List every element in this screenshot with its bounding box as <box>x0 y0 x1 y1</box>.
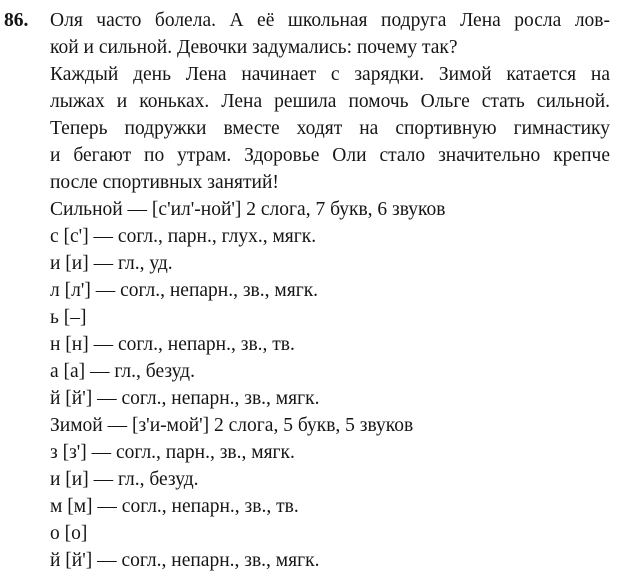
exercise-text-line-3: Каждый день Лена начинает с зарядки. Зимой катается на <box>50 64 610 85</box>
phonetic-row: н [н] — согл., непарн., зв., тв. <box>50 334 295 355</box>
phonetic-row: и [и] — гл., уд. <box>50 253 173 274</box>
phonetic-row: ь [–] <box>50 307 87 328</box>
phonetic-row: о [о] <box>50 523 88 544</box>
phonetic-row: л [л'] — согл., непарн., зв., мягк. <box>50 280 319 301</box>
phonetic-row: й [й'] — согл., непарн., зв., мягк. <box>50 550 320 571</box>
word-analysis-header-zimoy: Зимой — [з'и-мой'] 2 слога, 5 букв, 5 звуков <box>50 415 414 436</box>
exercise-text-line-1: Оля часто болела. А её школьная подруга Лена росла лов- <box>50 10 610 31</box>
phonetic-row: з [з'] — согл., парн., зв., мягк. <box>50 442 295 463</box>
exercise-text-line-6: и бегают по утрам. Здоровье Оли стало значительно крепче <box>50 145 610 166</box>
phonetic-row: а [а] — гл., безуд. <box>50 361 195 382</box>
phonetic-row: и [и] — гл., безуд. <box>50 469 199 490</box>
exercise-text-line-4: лыжах и коньках. Лена решила помочь Ольге стать сильной. <box>50 91 610 112</box>
exercise-text-line-5: Теперь подружки вместе ходят на спортивную гимнастику <box>50 118 610 139</box>
exercise-number: 86. <box>4 10 29 31</box>
word-analysis-header-silnoy: Сильной — [с'ил'-ной'] 2 слога, 7 букв, 6 звуков <box>50 199 446 220</box>
phonetic-row: й [й'] — согл., непарн., зв., мягк. <box>50 388 320 409</box>
phonetic-row: с [с'] — согл., парн., глух., мягк. <box>50 226 317 247</box>
exercise-text-line-2: кой и сильной. Девочки задумались: почему так? <box>50 37 458 58</box>
exercise-text-line-7: после спортивных занятий! <box>50 172 279 193</box>
phonetic-row: м [м] — согл., непарн., зв., тв. <box>50 496 299 517</box>
